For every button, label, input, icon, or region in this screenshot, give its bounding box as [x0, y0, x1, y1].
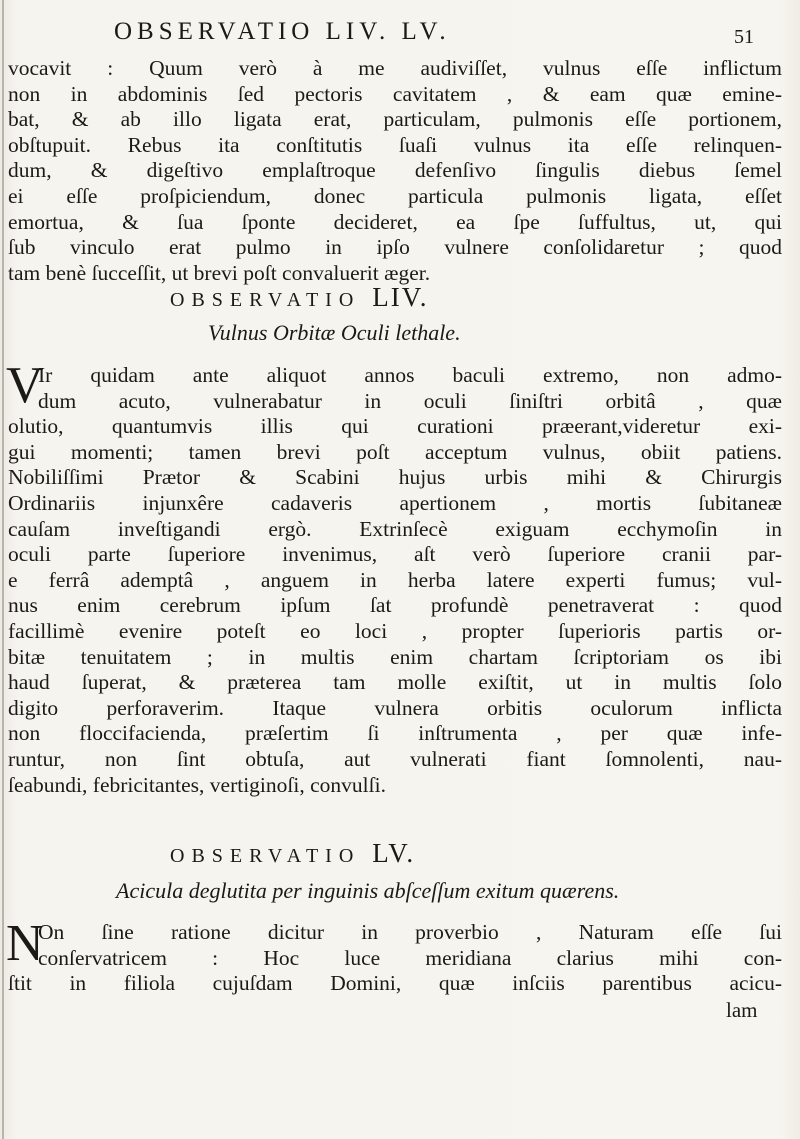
- text-line: On ſine ratione dicitur in proverbio , Naturam eſſe ſui: [38, 920, 782, 944]
- observation-heading-55: [170, 838, 415, 869]
- running-head: [114, 18, 754, 54]
- catchword: lam: [726, 998, 758, 1022]
- observation-body-54: [8, 363, 782, 798]
- text-line: cauſam inveſtigandi ergò. Extrinſecè exiguam ecchymoſin in: [8, 516, 782, 541]
- observation-body-55: [6, 915, 782, 997]
- text-line: Nobiliſſimi Prætor & Scabini hujus urbis mihi & Chirurgis: [8, 465, 782, 490]
- intro-paragraph: [8, 56, 782, 286]
- text-line: ſub vinculo erat pulmo in ipſo vulnere conſolidaretur ; quod: [8, 235, 782, 260]
- text-line: vocavit : Quum verò à me audiviſſet, vulnus eſſe inflictum: [8, 56, 782, 80]
- heading-number: LIV.: [372, 282, 429, 312]
- observation-subtitle-54: Vulnus Orbitæ Oculi lethale.: [208, 320, 461, 345]
- text-line: Ordinariis injunxêre cadaveris apertionem , mortis ſubitaneæ: [8, 490, 782, 515]
- text-line: olutio, quantumvis illis qui curationi præerant,videretur exi-: [8, 414, 782, 439]
- observation-subtitle-55: Acicula deglutita per inguinis abſceſſum exitum quærens.: [116, 878, 620, 903]
- text-line: facillimè evenire poteſt eo loci , propter ſuperioris partis or-: [8, 618, 782, 643]
- text-line: ſeabundi, febricitantes, vertiginoſi, convulſi.: [8, 772, 386, 797]
- text-line: ei eſſe proſpiciendum, donec particula pulmonis ligata, eſſet: [8, 183, 782, 208]
- heading-word: OBSERVATIO: [170, 289, 361, 311]
- running-head-title: OBSERVATIO LIV. LV.: [114, 18, 451, 45]
- text-line: haud ſuperat, & præterea tam molle exiſtit, ut in multis ſolo: [8, 670, 782, 695]
- page-number: 51: [734, 26, 754, 48]
- text-line: digito perforaverim. Itaque vulnera orbitis oculorum inflicta: [8, 695, 782, 720]
- text-line: ſtit in filiola cujuſdam Domini, quæ inſciis parentibus acicu-: [8, 971, 782, 996]
- text-line: dum acuto, vulnerabatur in oculi ſiniſtri orbitâ , quæ: [38, 388, 782, 413]
- text-line: bitæ tenuitatem ; in multis enim chartam ſcriptoriam os ibi: [8, 644, 782, 669]
- text-line: obſtupuit. Rebus ita conſtitutis ſuaſi vulnus ita eſſe relinquen-: [8, 132, 782, 157]
- text-line: bat, & ab illo ligata erat, particulam, pulmonis eſſe portionem,: [8, 107, 782, 132]
- text-line: non floccifacienda, præſertim ſi inſtrumenta , per quæ infe-: [8, 721, 782, 746]
- text-line: dum, & digeſtivo emplaſtroque defenſivo ſingulis diebus ſemel: [8, 158, 782, 183]
- text-line: conſervatricem : Hoc luce meridiana clarius mihi con-: [38, 945, 782, 970]
- text-line: oculi parte ſuperiore invenimus, aſt verò ſuperiore cranii par-: [8, 542, 782, 567]
- text-line: tam benè ſucceſſit, ut brevi poſt convaluerit æger.: [8, 260, 431, 285]
- text-line: Ir quidam ante aliquot annos baculi extremo, non admo-: [38, 363, 782, 387]
- heading-word: OBSERVATIO: [170, 845, 361, 867]
- text-line: e ferrâ ademptâ , anguem in herba latere experti fumus; vul-: [8, 567, 782, 592]
- binding-gutter: [2, 0, 4, 1139]
- text-line: runtur, non ſint obtuſa, aut vulnerati fiant ſomnolenti, nau-: [8, 746, 782, 771]
- text-line: emortua, & ſua ſponte decideret, ea ſpe ſuffultus, ut, qui: [8, 209, 782, 234]
- drop-cap: N: [6, 915, 44, 972]
- observation-heading-54: [170, 282, 429, 313]
- drop-cap: V: [6, 357, 44, 414]
- text-line: gui momenti; tamen brevi poſt acceptum vulnus, obiit patiens.: [8, 439, 782, 464]
- text-line: non in abdominis ſed pectoris cavitatem , & eam quæ emine-: [8, 81, 782, 106]
- heading-number: LV.: [372, 838, 416, 868]
- text-line: nus enim cerebrum ipſum ſat profundè penetraverat : quod: [8, 593, 782, 618]
